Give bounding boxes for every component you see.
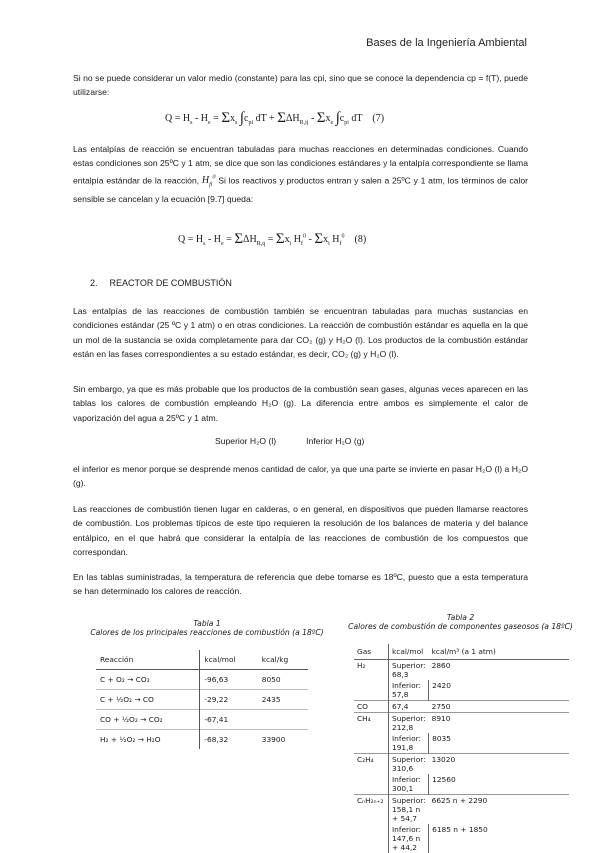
table-row: H₂ + ½O₂ → H₂O -68,32 33900	[96, 730, 308, 750]
table-row: CH₄ Superior: 212,8 8910	[354, 713, 569, 734]
table-row: Inferior: 191,8 8035	[354, 733, 569, 754]
paragraph-reference-temp: En las tablas suministradas, la temperatura de referencia que debe tomarse es 18ºC, puesto que a esta temperatura se han determinado los calores de reacción.	[73, 572, 528, 597]
table-row: C + O₂ → CO₂ -96,63 8050	[96, 670, 308, 690]
table-row: CO + ½O₂ → CO₂ -67,41	[96, 710, 308, 730]
table-row: Inferior: 57,8 2420	[354, 680, 569, 701]
table-row: C + ½O₂ → CO -29,22 2435	[96, 690, 308, 710]
paragraph-cp-dependence: Si no se puede considerar un valor medio (constante) para las cpi, sino que se conoce la dependencia cp = f(T), puede utilizarse:	[73, 73, 528, 98]
table2-caption: Tabla 2 Calores de combustión de componentes gaseosos (a 18ºC)	[348, 613, 573, 631]
equation-7: $Q = H_s - H_e = \Sigma x_s$ $\int c_{pi}$ dT + $\Sigma\Delta H_{R,ij} - \Sigma x_e$ $\int c_{pi}$ dT (7)	[165, 110, 385, 126]
paragraph-boilers: Las reacciones de combustión tienen lugar en calderas, o en general, en dispositivos que pueden llamarse reactores de combustión. Los problemas típicos de este tipo requieren la resolución de los balances de materia y del balance entálpico, en el que habrá que considerar la entalpía de las reacciones de combustión de los compuestos que correspondan.	[73, 504, 528, 557]
table-row: CₙH₂ₙ₊₂ Superior: 158,1 n + 54,7 6625 n + 2290	[354, 795, 569, 825]
superior-inferior-line: Superior H₂O (l) Inferior H₂O (g)	[215, 436, 365, 446]
section-heading: 2. REACTOR DE COMBUSTIÓN	[90, 278, 232, 288]
table1-caption: Tabla 1 Calores de los principales reacciones de combustión (a 18ºC)	[90, 619, 324, 637]
paragraph-combustion: Las entalpías de las reacciones de combustión también se encuentran tabuladas para muchas sustancias en condiciones estándar (25 ºC y 1 atm) o en otras condiciones. La reacción de combustión estándar es aquella en la que un mol de la sustancia se oxida completamente para dar CO₂ (g) y H₂O (l). Los productos de la combustión estándar están en las fases correspondientes a su estado estándar, es decir, CO₂ (g) y H₂O (l).	[73, 306, 528, 359]
table1: Reacción kcal/mol kcal/kg C + O₂ → CO₂ -96,63 8050 C + ½O₂ → CO -29,22 2435 CO + ½O₂ → CO₂ -67,41 H₂ + ½O₂ → H₂O -68,32 33900	[96, 650, 308, 749]
table-row: Inferior: 300,1 12560	[354, 774, 569, 795]
table-row: Inferior: 147,6 n + 44,2 6185 n + 1850	[354, 824, 569, 853]
table-row: CO 67,4 2750	[354, 701, 569, 713]
table-row: C₂H₄ Superior: 310,6 13020	[354, 754, 569, 775]
paragraph-inferior: el inferior es menor porque se desprende menos cantidad de calor, ya que una parte se invierte en pasar H₂O (l) a H₂O (g).	[73, 464, 528, 489]
paragraph-reaction-enthalpy: Las entalpías de reacción se encuentran tabuladas para muchas reacciones en determinadas condiciones. Cuando estas condiciones son 25ºC y 1 atm, se dice que son las condiciones estándares y la entalpía correspondiente se llama entalpía estándar de la reacción, $H_{fi}^0$ Si los reactivos y productos entran y salen a 25ºC y 1 atm, los términos de calor sensible se cancelan y la ecuación [9.7] queda:	[73, 144, 529, 205]
table2: Gas kcal/mol kcal/m³ (a 1 atm) H₂ Superior: 68,3 2860 Inferior: 57,8 2420 CO 67,4 2750 CH₄ Superior: 212,8 8910 Inferior: 191,8 8035 C₂H₄ Superior: 310,6 13020 Inferior: 300,1 12560 CₙH₂ₙ₊₂ Superior: 158,1 n + 54,7 6625 n + 2290 Inferior: 147,6 n + 44,2 6185 n + 1850	[354, 644, 569, 853]
running-header: Bases de la Ingeniería Ambiental	[366, 37, 527, 49]
table-row: H₂ Superior: 68,3 2860	[354, 660, 569, 681]
paragraph-water-phase: Sin embargo, ya que es más probable que los productos de la combustión sean gases, algunas veces aparecen en las tablas los calores de combustión empleando H₂O (g). La diferencia entre ambos es simplemente el calor de vaporización del agua a 25ºC y 1 atm.	[73, 384, 528, 423]
equation-8: $Q = H_s - H_e = \Sigma\Delta H_{R,q} = \Sigma x_i$ $H_f^0 - \Sigma x_i$ $H_f^0$ (8)	[178, 231, 367, 247]
